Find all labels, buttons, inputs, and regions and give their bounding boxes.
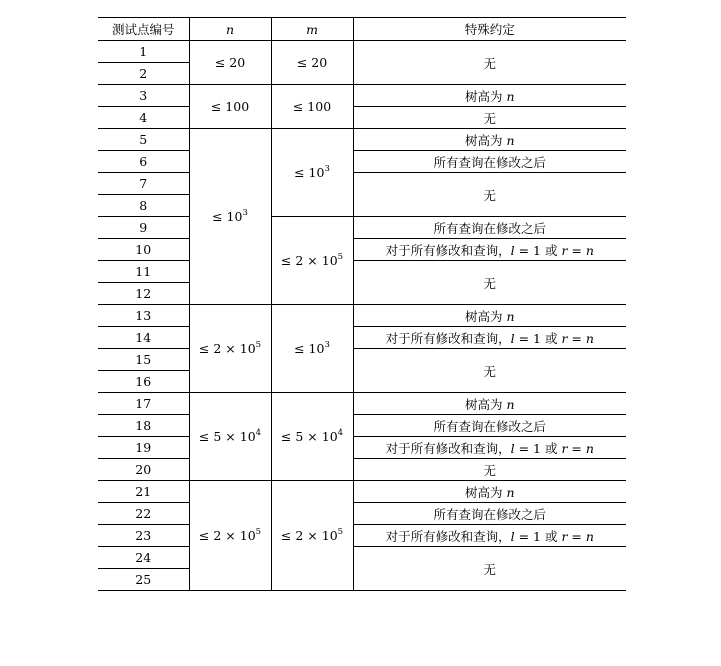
case-id-cell: 22	[98, 503, 189, 525]
case-id-cell: 12	[98, 283, 189, 305]
special-constraint-cell: 无	[353, 173, 626, 217]
header-special: 特殊约定	[353, 18, 626, 41]
special-constraint-cell: 无	[353, 107, 626, 129]
case-id-cell: 23	[98, 525, 189, 547]
m-limit-cell: ≤ $2 \times 10^5$	[271, 481, 353, 591]
case-id-cell: 21	[98, 481, 189, 503]
n-limit-cell: ≤ $2 \times 10^5$	[189, 481, 271, 591]
table-row	[98, 129, 626, 151]
table-row	[98, 173, 626, 195]
table-row	[98, 305, 626, 327]
case-id-cell: 20	[98, 459, 189, 481]
table-row	[98, 239, 626, 261]
case-id-cell: 3	[98, 85, 189, 107]
m-limit-cell: ≤ 100	[271, 85, 353, 129]
case-id-cell: 8	[98, 195, 189, 217]
n-limit-cell: ≤ $5 \times 10^4$	[189, 393, 271, 481]
case-id-cell: 11	[98, 261, 189, 283]
m-limit-cell: ≤ $10^3$	[271, 305, 353, 393]
case-id-cell: 1	[98, 41, 189, 63]
special-constraint-cell: 树高为 n	[353, 85, 626, 107]
special-constraint-cell: 无	[353, 261, 626, 305]
case-id-cell: 18	[98, 415, 189, 437]
header-case-id: 测试点编号	[98, 18, 189, 41]
special-constraint-cell: 树高为 n	[353, 305, 626, 327]
special-constraint-cell: 无	[353, 547, 626, 591]
special-constraint-cell: 树高为 n	[353, 393, 626, 415]
special-constraint-cell: 对于所有修改和查询，l = 1 或 r = n	[353, 239, 626, 261]
special-constraint-cell: 无	[353, 459, 626, 481]
table-row	[98, 261, 626, 283]
table-row	[98, 107, 626, 129]
table-row	[98, 459, 626, 481]
case-id-cell: 7	[98, 173, 189, 195]
m-limit-cell: ≤ $5 \times 10^4$	[271, 393, 353, 481]
m-limit-cell: ≤ $2 \times 10^5$	[271, 217, 353, 305]
table-row	[98, 41, 626, 63]
n-limit-cell: ≤ $2 \times 10^5$	[189, 305, 271, 393]
table-row	[98, 547, 626, 569]
table-body	[98, 41, 626, 591]
case-id-cell: 24	[98, 547, 189, 569]
m-limit-cell: ≤ $10^3$	[271, 129, 353, 217]
n-limit-cell: ≤ 100	[189, 85, 271, 129]
constraints-table	[98, 17, 626, 591]
special-constraint-cell: 对于所有修改和查询，l = 1 或 r = n	[353, 327, 626, 349]
table-row	[98, 85, 626, 107]
special-constraint-cell: 所有查询在修改之后	[353, 503, 626, 525]
case-id-cell: 10	[98, 239, 189, 261]
header-row	[98, 18, 626, 41]
table-row	[98, 151, 626, 173]
table-row	[98, 393, 626, 415]
header-m: m	[271, 18, 353, 41]
case-id-cell: 25	[98, 569, 189, 591]
table-row	[98, 525, 626, 547]
m-limit-cell: ≤ 20	[271, 41, 353, 85]
header-n: n	[189, 18, 271, 41]
special-constraint-cell: 无	[353, 41, 626, 85]
n-limit-cell: ≤ $10^3$	[189, 129, 271, 305]
special-constraint-cell: 所有查询在修改之后	[353, 151, 626, 173]
n-limit-cell: ≤ 20	[189, 41, 271, 85]
special-constraint-cell: 树高为 n	[353, 129, 626, 151]
case-id-cell: 13	[98, 305, 189, 327]
special-constraint-cell: 树高为 n	[353, 481, 626, 503]
table-row	[98, 415, 626, 437]
table-row	[98, 481, 626, 503]
case-id-cell: 2	[98, 63, 189, 85]
special-constraint-cell: 对于所有修改和查询，l = 1 或 r = n	[353, 525, 626, 547]
special-constraint-cell: 无	[353, 349, 626, 393]
case-id-cell: 4	[98, 107, 189, 129]
special-constraint-cell: 所有查询在修改之后	[353, 415, 626, 437]
special-constraint-cell: 对于所有修改和查询，l = 1 或 r = n	[353, 437, 626, 459]
case-id-cell: 17	[98, 393, 189, 415]
table-row	[98, 437, 626, 459]
case-id-cell: 9	[98, 217, 189, 239]
table-row	[98, 217, 626, 239]
case-id-cell: 6	[98, 151, 189, 173]
case-id-cell: 19	[98, 437, 189, 459]
case-id-cell: 5	[98, 129, 189, 151]
special-constraint-cell: 所有查询在修改之后	[353, 217, 626, 239]
case-id-cell: 16	[98, 371, 189, 393]
table-row	[98, 349, 626, 371]
table-row	[98, 327, 626, 349]
table-row	[98, 503, 626, 525]
case-id-cell: 14	[98, 327, 189, 349]
case-id-cell: 15	[98, 349, 189, 371]
